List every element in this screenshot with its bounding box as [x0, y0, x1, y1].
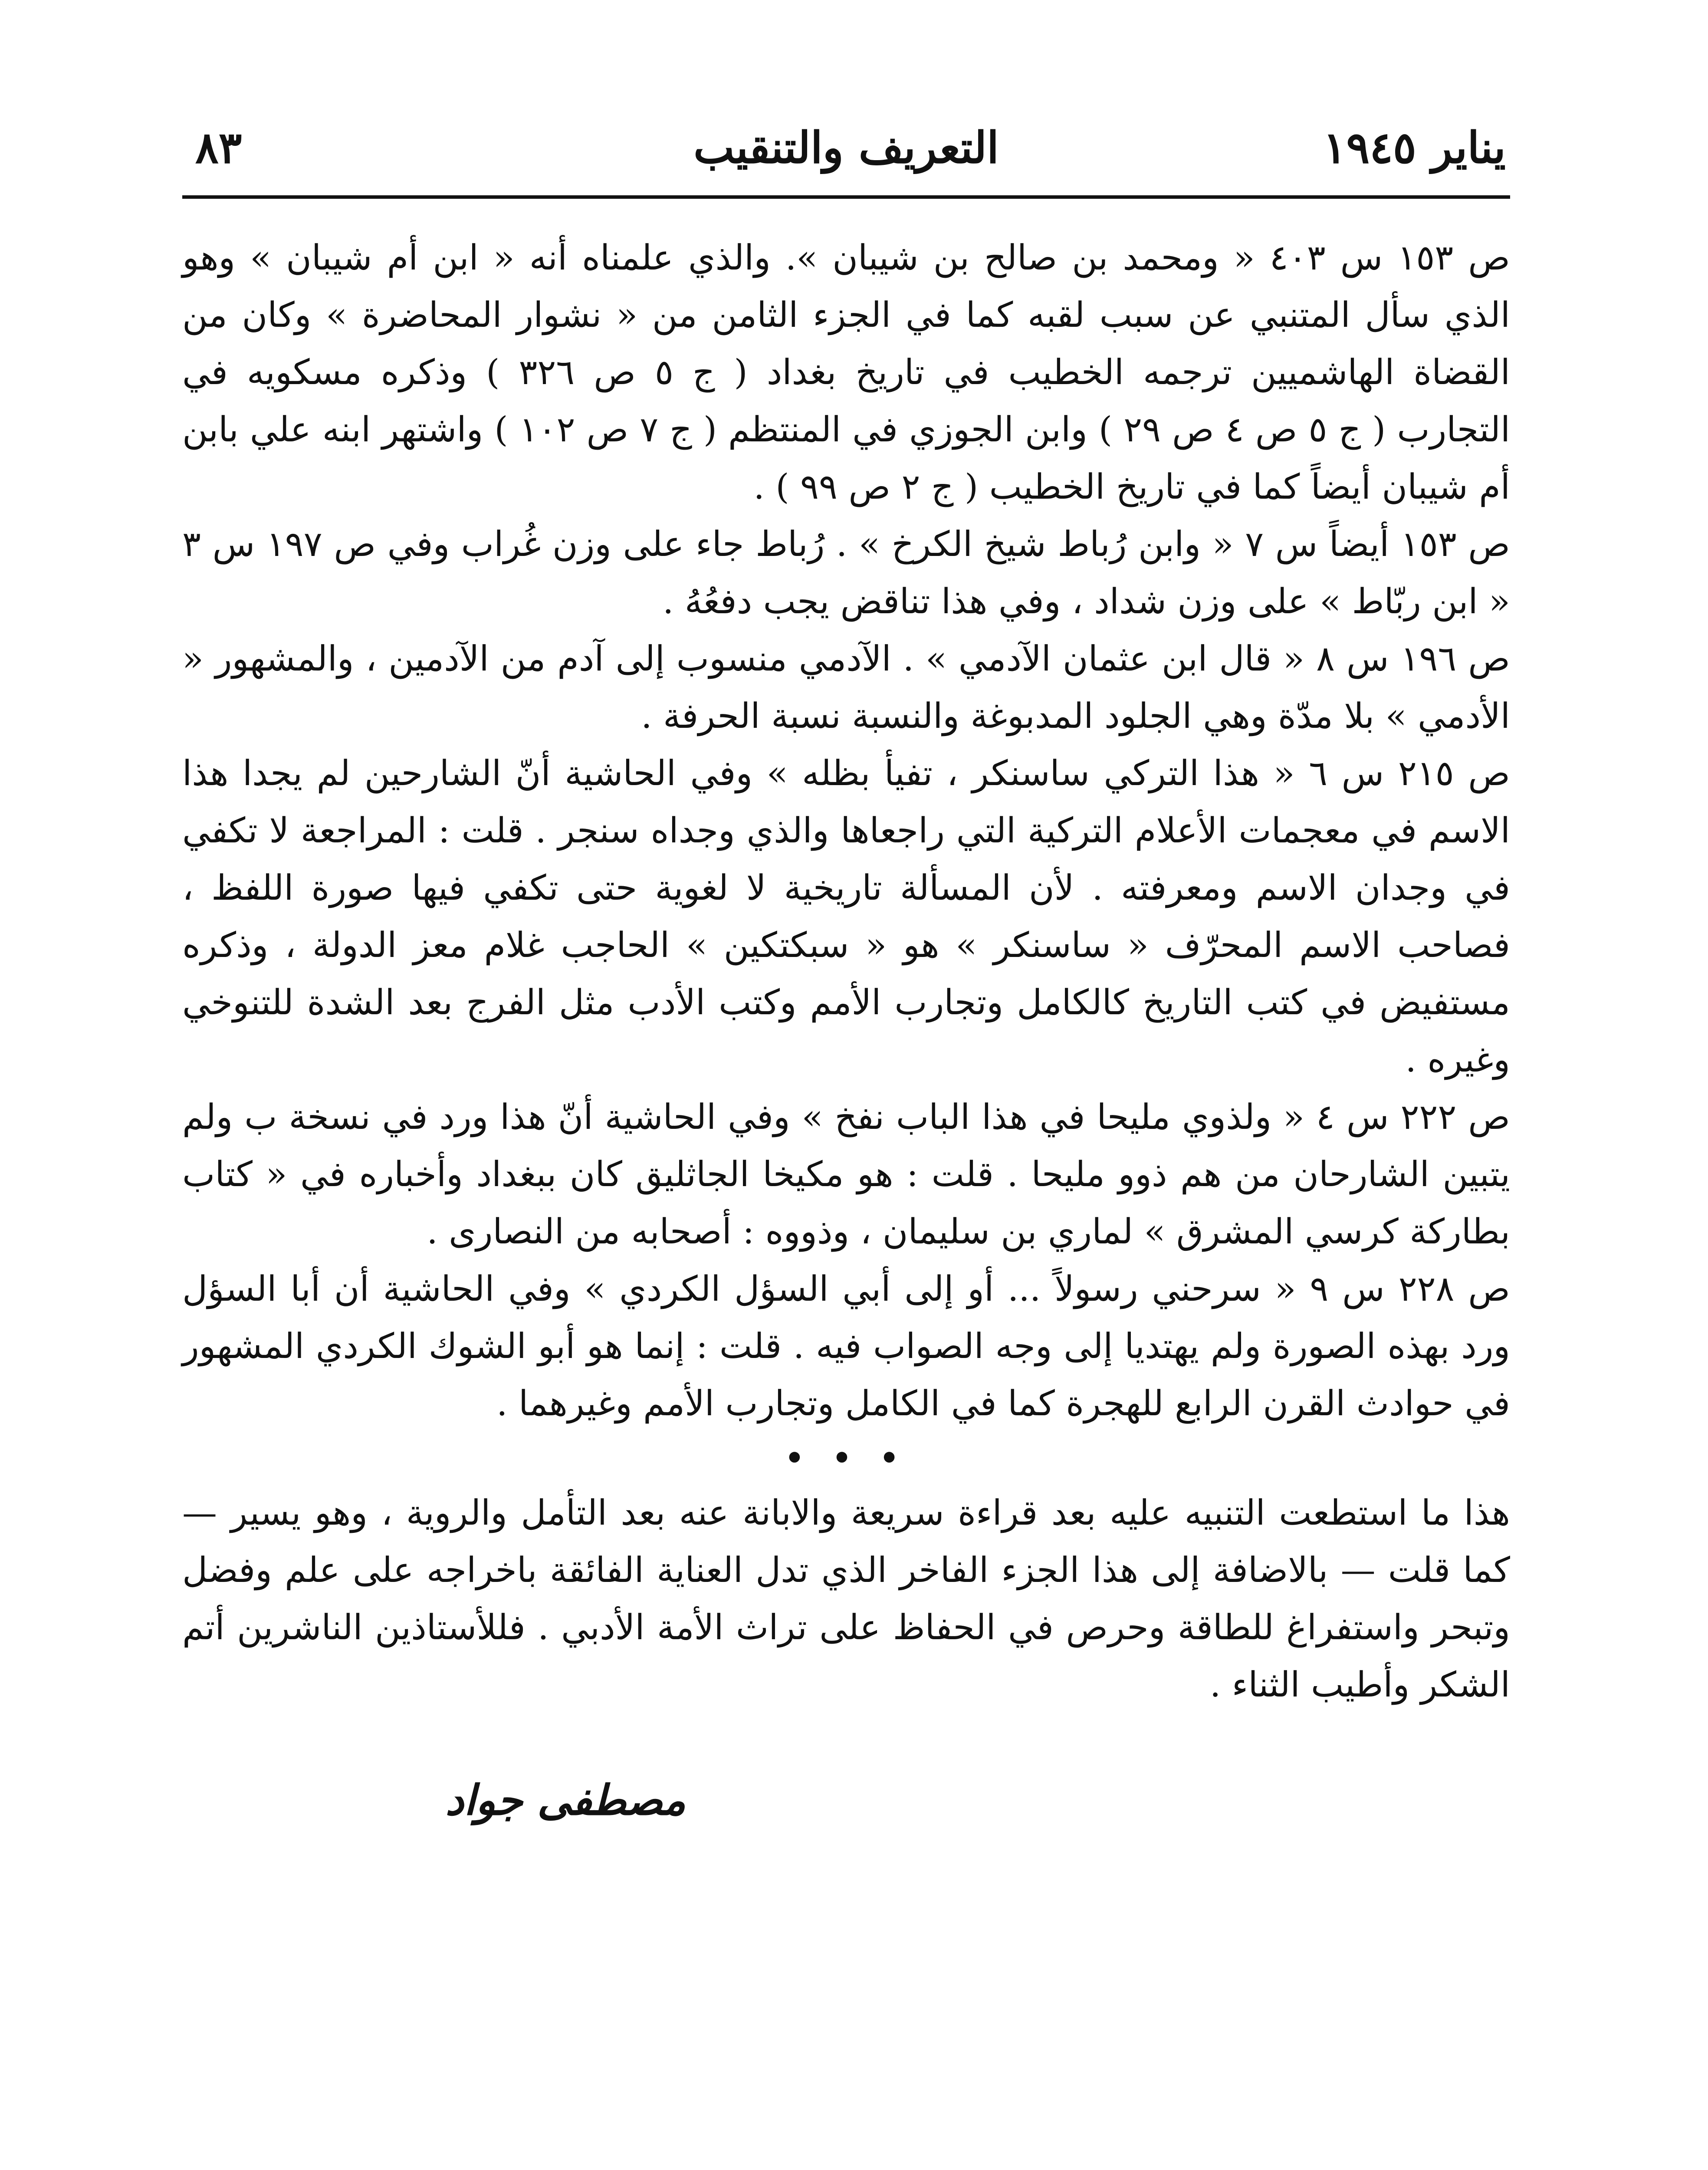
section-separator: • • •	[785, 1440, 908, 1476]
paragraph: ص ١٥٣ س ٤٠٣ « ومحمد بن صالح بن شيبان ». والذي علمناه أنه « ابن أم شيبان » وهو الذي سأل المتنبي عن سبب لقبه كما في الجزء الثامن من « نشوار المحاضرة » وكان من القضاة الهاشميين ترجمه الخطيب في تاريخ بغداد ( ج ٥ ص ٣٢٦ ) وذكره مسكويه في التجارب ( ج ٥ ص ٤ ص ٢٩ ) وابن الجوزي في المنتظم ( ج ٧ ص ١٠٢ ) واشتهر ابنه علي بابن أم شيبان أيضاً كما في تاريخ الخطيب ( ج ٢ ص ٩٩ ) .	[182, 237, 1511, 507]
page-body	[182, 199, 1510, 1831]
header-date: يناير ١٩٤٥	[1323, 122, 1506, 173]
paragraph: ص ٢٢٢ س ٤ « ولذوي مليحا في هذا الباب نفخ » وفي الحاشية أنّ هذا ورد في نسخة ب ولم يتبين الشارحان من هم ذوو مليحا . قلت : هو مكيخا الجاثليق كان ببغداد وأخباره في « كتاب بطاركة كرسي المشرق » لماري بن سليمان ، وذووه : أصحابه من النصارى .	[182, 1097, 1511, 1252]
paragraph: ص ١٩٦ س ٨ « قال ابن عثمان الآدمي » . الآدمي منسوب إلى آدم من الآدمين ، والمشهور « الأدمي » بلا مدّة وهي الجلود المدبوغة والنسبة نسبة الحرفة .	[182, 638, 1510, 736]
running-title: التعريف والتنقيب	[693, 122, 999, 173]
paragraph: ص ٢١٥ س ٦ « هذا التركي ساسنكر ، تفيأ بظله » وفي الحاشية أنّ الشارحين لم يجدا هذا الاسم في معجمات الأعلام التركية التي راجعاها والذي وجداه سنجر . قلت : المراجعة لا تكفي في وجدان الاسم ومعرفته . لأن المسألة تاريخية لا لغوية حتى تكفي فيها صورة اللفظ ، فصاحب الاسم المحرّف « ساسنكر » هو « سبكتكين » الحاجب غلام معز الدولة ، وذكره مستفيض في كتب التاريخ كالكامل وتجارب الأمم وكتب الأدب مثل الفرج بعد الشدة للتنوخي وغيره .	[182, 753, 1511, 1080]
page-header	[182, 108, 1510, 199]
page-number: ٨٣	[195, 122, 242, 173]
closing-paragraph: هذا ما استطعت التنبيه عليه بعد قراءة سريعة والابانة عنه بعد التأمل والروية ، وهو يسير — كما قلت — بالاضافة إلى هذا الجزء الفاخر الذي تدل العناية الفائقة باخراجه على علم وفضل وتبحر واستفراغ للطاقة وحرص في الحفاظ على تراث الأمة الأدبي . فللأستاذين الناشرين أتم الشكر وأطيب الثناء .	[182, 1493, 1510, 1705]
paragraph: ص ١٥٣ أيضاً س ٧ « وابن رُباط شيخ الكرخ » . رُباط جاء على وزن غُراب وفي ص ١٩٧ س ٣ « ابن ربّاط » على وزن شداد ، وفي هذا تناقض يجب دفعُهُ .	[182, 524, 1511, 621]
author-signature: مصطفى جواد	[445, 1775, 686, 1825]
document-page	[182, 108, 1510, 2170]
paragraph: ص ٢٢٨ س ٩ « سرحني رسولاً ... أو إلى أبي السؤل الكردي » وفي الحاشية أن أبا السؤل ورد بهذه الصورة ولم يهتديا إلى وجه الصواب فيه . قلت : إنما هو أبو الشوك الكردي المشهور في حوادث القرن الرابع للهجرة كما في الكامل وتجارب الأمم وغيرهما .	[182, 1269, 1511, 1424]
